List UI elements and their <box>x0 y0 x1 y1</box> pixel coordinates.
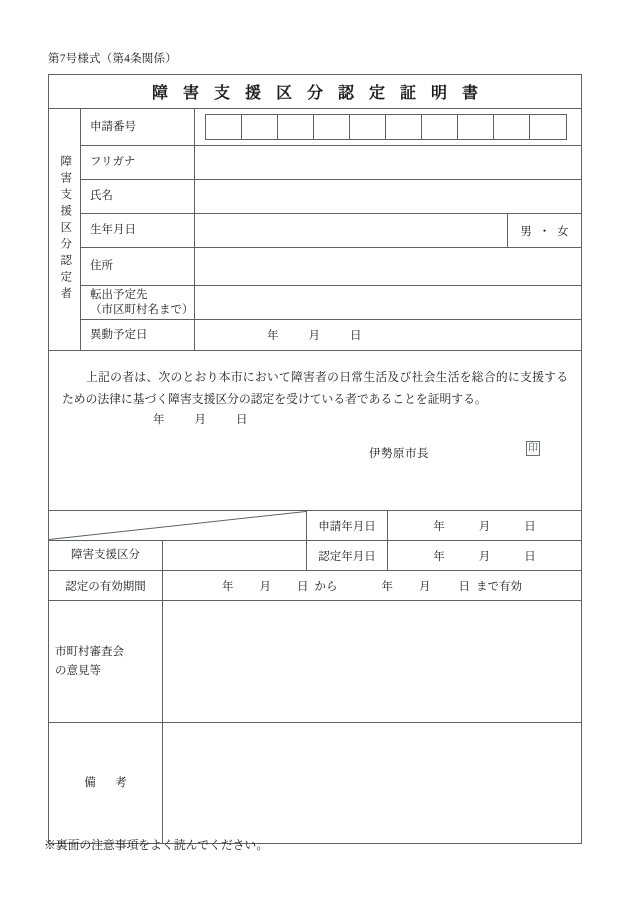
row-committee-opinion <box>49 601 581 723</box>
application-number-cell[interactable] <box>242 115 278 139</box>
row-valid-period <box>49 571 581 601</box>
application-number-cell[interactable] <box>206 115 242 139</box>
row-application-number <box>81 109 581 146</box>
value-certification-date[interactable] <box>388 541 581 570</box>
certificate-frame <box>48 74 582 844</box>
application-date-day: 日 <box>524 520 536 533</box>
label-support-category: 障害支援区分 <box>49 541 163 570</box>
application-number-cell[interactable] <box>278 115 314 139</box>
valid-to-suffix: まで有効 <box>476 580 522 593</box>
certification-date-month: 月 <box>478 550 491 563</box>
label-furigana: フリガナ <box>81 146 195 179</box>
certification-statement-section <box>49 351 581 511</box>
application-number-cell[interactable] <box>530 115 566 139</box>
gender-选择[interactable] <box>507 214 581 247</box>
diagonal-blank-cell <box>49 511 307 540</box>
application-date-month: 月 <box>478 520 491 533</box>
value-committee-opinion[interactable] <box>163 601 581 722</box>
statement-date-day: 日 <box>236 414 248 426</box>
label-committee-opinion-line2: の意見等 <box>55 664 101 677</box>
application-number-cell[interactable] <box>314 115 350 139</box>
applicant-vertical-label-text: 障害支援区分認定者 <box>59 155 72 304</box>
applicant-vertical-label <box>49 109 81 350</box>
label-moving-destination <box>81 286 195 319</box>
application-number-boxes[interactable] <box>205 114 567 140</box>
row-application-date <box>49 511 581 541</box>
label-moving-destination-line2: （市区町村名まで） <box>90 303 194 316</box>
value-birthdate[interactable] <box>195 214 507 247</box>
moving-date-day: 日 <box>350 330 362 342</box>
statement-body: 上記の者は、次のとおり本市において障害者の日常生活及び社会生活を総合的に支援するための法律に基づく障害支援区分の認定を受けている者であることを証明する。 <box>62 370 568 406</box>
statement-date-month: 月 <box>194 414 206 426</box>
row-birthdate <box>81 214 581 248</box>
row-furigana <box>81 146 581 180</box>
statement-date[interactable] <box>153 411 248 427</box>
label-committee-opinion-line1: 市町村審査会 <box>55 646 124 659</box>
value-furigana[interactable] <box>195 146 581 179</box>
value-name[interactable] <box>195 180 581 213</box>
value-support-category[interactable] <box>163 541 307 570</box>
label-certification-date: 認定年月日 <box>307 541 388 570</box>
certification-date-year: 年 <box>433 550 445 563</box>
label-committee-opinion <box>49 601 163 722</box>
valid-from-day: 日 <box>297 580 309 593</box>
valid-from-month: 月 <box>259 580 271 593</box>
issuer-name: 伊勢原市長 <box>369 448 429 460</box>
statement-date-year: 年 <box>153 414 165 426</box>
valid-to-year: 年 <box>381 580 393 593</box>
label-application-date: 申請年月日 <box>307 511 388 540</box>
diagonal-line-icon <box>49 511 306 540</box>
row-moving-destination <box>81 286 581 320</box>
footer-note: ※裏面の注意事項をよく読んでください。 <box>44 838 269 852</box>
application-number-cell[interactable] <box>350 115 386 139</box>
label-moving-destination-line1: 転出予定先 <box>90 288 148 301</box>
row-name <box>81 180 581 214</box>
application-number-cell[interactable] <box>386 115 422 139</box>
value-application-date[interactable] <box>388 511 581 540</box>
value-moving-date[interactable] <box>195 320 581 350</box>
seal-icon: 印 <box>528 443 538 454</box>
application-date-year: 年 <box>433 520 445 533</box>
gender-option-label[interactable]: 男 ・ 女 <box>520 225 571 238</box>
row-remarks <box>49 723 581 843</box>
value-remarks[interactable] <box>163 723 581 843</box>
value-valid-period[interactable] <box>163 571 581 600</box>
label-application-number: 申請番号 <box>81 109 195 145</box>
valid-from-year: 年 <box>222 580 234 593</box>
label-birthdate: 生年月日 <box>81 214 195 247</box>
valid-to-day: 日 <box>458 580 470 593</box>
label-valid-period: 認定の有効期間 <box>49 571 163 600</box>
page-title: 障 害 支 援 区 分 認 定 証 明 書 <box>151 85 484 102</box>
title-band <box>49 75 581 109</box>
label-name: 氏名 <box>81 180 195 213</box>
row-address <box>81 248 581 286</box>
value-address[interactable] <box>195 248 581 285</box>
application-number-cell[interactable] <box>458 115 494 139</box>
applicant-section <box>49 109 581 351</box>
application-number-cell[interactable] <box>494 115 530 139</box>
certification-date-day: 日 <box>524 550 536 563</box>
label-remarks <box>49 723 163 843</box>
applicant-rows <box>81 109 581 350</box>
label-moving-date: 異動予定日 <box>81 320 195 350</box>
row-support-category <box>49 541 581 571</box>
label-address: 住所 <box>81 248 195 285</box>
application-number-cell[interactable] <box>422 115 458 139</box>
valid-from-suffix: から <box>314 580 338 593</box>
value-moving-destination[interactable] <box>195 286 581 319</box>
moving-date-year: 年 <box>267 330 279 342</box>
value-application-number[interactable] <box>195 109 581 145</box>
moving-date-placeholder[interactable] <box>195 327 362 343</box>
form-number-label: 第7号様式（第4条関係） <box>48 53 177 65</box>
moving-date-month: 月 <box>308 330 320 342</box>
valid-to-month: 月 <box>419 580 431 593</box>
row-moving-date <box>81 320 581 350</box>
label-remarks-text: 備 考 <box>84 776 131 789</box>
